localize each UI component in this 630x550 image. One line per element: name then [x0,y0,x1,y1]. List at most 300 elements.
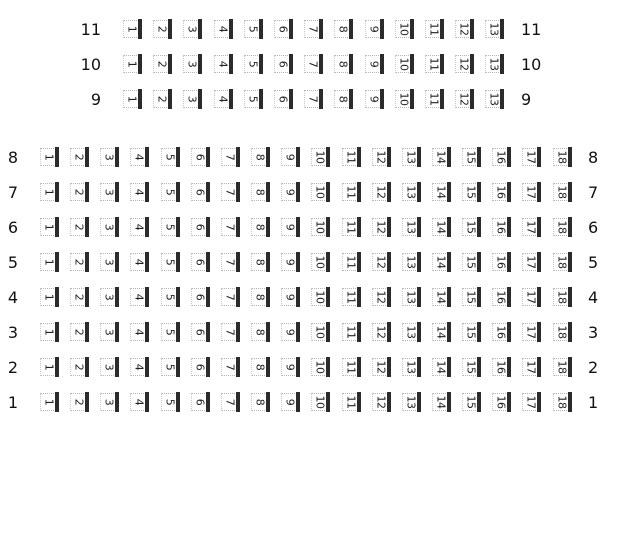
seat-1-16[interactable] [490,390,512,414]
seat-1-13[interactable] [400,390,422,414]
seat-number: 17 [524,220,538,234]
seat-number: 3 [102,223,116,231]
seat-5-4[interactable] [128,250,150,274]
seat-2-15[interactable] [460,355,482,379]
seat-number: 12 [374,325,388,339]
seat-7-15[interactable] [460,180,482,204]
seat-6-17[interactable] [520,215,542,239]
seat-11-7[interactable] [302,17,324,41]
seat-row-4 [0,285,630,311]
seat-3-3[interactable] [98,320,120,344]
seat-number: 18 [555,220,569,234]
seat-11-3[interactable] [181,17,203,41]
seat-number: 7 [306,60,320,68]
seat-number: 7 [223,223,237,231]
seat-number: 9 [283,258,297,266]
seat-4-3[interactable] [98,285,120,309]
seat-1-3[interactable] [98,390,120,414]
seat-10-13[interactable] [483,52,505,76]
seat-row-5 [0,250,630,276]
seat-1-14[interactable] [430,390,452,414]
seat-number: 9 [283,328,297,336]
seat-number: 4 [132,153,146,161]
seat-7-7[interactable] [219,180,241,204]
seat-1-15[interactable] [460,390,482,414]
seat-number: 5 [163,398,177,406]
seat-10-10[interactable] [393,52,415,76]
seat-number: 5 [163,223,177,231]
seat-6-3[interactable] [98,215,120,239]
seat-1-4[interactable] [128,390,150,414]
seat-1-11[interactable] [340,390,362,414]
seat-number: 7 [223,328,237,336]
seat-2-8[interactable] [249,355,271,379]
seat-number: 2 [72,153,86,161]
seat-number: 16 [494,360,508,374]
seat-9-5[interactable] [242,87,264,111]
seat-number: 4 [132,293,146,301]
seat-3-10[interactable] [309,320,331,344]
seat-row-1 [0,390,630,416]
seat-9-8[interactable] [332,87,354,111]
seat-8-10[interactable] [309,145,331,169]
seat-4-2[interactable] [68,285,90,309]
seat-4-15[interactable] [460,285,482,309]
seat-3-9[interactable] [279,320,301,344]
seat-4-6[interactable] [189,285,211,309]
seat-number: 9 [283,188,297,196]
seat-5-12[interactable] [370,250,392,274]
seat-number: 1 [125,25,139,33]
seat-number: 1 [42,293,56,301]
seat-7-13[interactable] [400,180,422,204]
seat-6-18[interactable] [551,215,573,239]
seat-6-14[interactable] [430,215,452,239]
seat-7-1[interactable] [38,180,60,204]
seat-9-4[interactable] [212,87,234,111]
seat-5-1[interactable] [38,250,60,274]
seat-8-3[interactable] [98,145,120,169]
seat-7-4[interactable] [128,180,150,204]
seat-2-16[interactable] [490,355,512,379]
seat-2-12[interactable] [370,355,392,379]
seat-1-17[interactable] [520,390,542,414]
seat-4-8[interactable] [249,285,271,309]
seat-9-6[interactable] [272,87,294,111]
seat-number: 8 [253,328,267,336]
seat-2-4[interactable] [128,355,150,379]
seat-2-6[interactable] [189,355,211,379]
seat-3-2[interactable] [68,320,90,344]
seat-number: 5 [246,25,260,33]
seat-number: 5 [246,60,260,68]
seat-number: 5 [246,95,260,103]
seat-5-9[interactable] [279,250,301,274]
seat-3-1[interactable] [38,320,60,344]
seat-10-5[interactable] [242,52,264,76]
seat-1-2[interactable] [68,390,90,414]
seat-3-17[interactable] [520,320,542,344]
seat-number: 10 [313,325,327,339]
seat-8-16[interactable] [490,145,512,169]
seat-number: 3 [102,293,116,301]
seat-4-1[interactable] [38,285,60,309]
seat-number: 8 [253,363,267,371]
seat-number: 13 [404,150,418,164]
seat-number: 13 [404,185,418,199]
seat-number: 16 [494,290,508,304]
seat-11-6[interactable] [272,17,294,41]
seat-number: 7 [306,95,320,103]
row-label-right: 4 [588,288,599,307]
seat-number: 4 [216,95,230,103]
seat-9-12[interactable] [453,87,475,111]
seat-8-15[interactable] [460,145,482,169]
seat-7-6[interactable] [189,180,211,204]
seat-11-5[interactable] [242,17,264,41]
seat-4-16[interactable] [490,285,512,309]
seat-5-7[interactable] [219,250,241,274]
seat-1-9[interactable] [279,390,301,414]
seat-5-16[interactable] [490,250,512,274]
seat-2-9[interactable] [279,355,301,379]
seat-6-7[interactable] [219,215,241,239]
seat-number: 16 [494,220,508,234]
seat-number: 14 [434,185,448,199]
seat-10-12[interactable] [453,52,475,76]
seat-7-17[interactable] [520,180,542,204]
seat-number: 8 [253,188,267,196]
seat-7-12[interactable] [370,180,392,204]
seat-6-5[interactable] [159,215,181,239]
seat-number: 15 [464,150,478,164]
seat-6-11[interactable] [340,215,362,239]
seat-1-8[interactable] [249,390,271,414]
seat-number: 6 [193,258,207,266]
seat-9-9[interactable] [363,87,385,111]
seat-3-14[interactable] [430,320,452,344]
seat-10-11[interactable] [423,52,445,76]
seat-number: 2 [155,95,169,103]
seat-number: 10 [313,220,327,234]
seat-number: 11 [427,57,441,71]
seat-1-5[interactable] [159,390,181,414]
row-label-left: 8 [7,148,18,167]
row-label-left: 2 [7,358,18,377]
seat-number: 5 [163,363,177,371]
seat-4-5[interactable] [159,285,181,309]
seat-11-11[interactable] [423,17,445,41]
seat-3-12[interactable] [370,320,392,344]
seat-8-4[interactable] [128,145,150,169]
seat-10-9[interactable] [363,52,385,76]
seat-number: 11 [344,150,358,164]
seat-number: 4 [216,60,230,68]
seat-number: 8 [253,293,267,301]
seat-number: 17 [524,325,538,339]
seat-4-18[interactable] [551,285,573,309]
seat-number: 10 [313,395,327,409]
seat-9-7[interactable] [302,87,324,111]
seat-8-9[interactable] [279,145,301,169]
seat-5-13[interactable] [400,250,422,274]
seat-5-17[interactable] [520,250,542,274]
seat-7-9[interactable] [279,180,301,204]
seat-4-7[interactable] [219,285,241,309]
seat-number: 11 [344,395,358,409]
seat-number: 18 [555,325,569,339]
seat-row-11 [0,17,630,43]
seat-number: 16 [494,185,508,199]
seat-5-11[interactable] [340,250,362,274]
seat-7-2[interactable] [68,180,90,204]
seat-6-12[interactable] [370,215,392,239]
seat-4-9[interactable] [279,285,301,309]
seat-2-3[interactable] [98,355,120,379]
seat-number: 3 [102,363,116,371]
seat-number: 6 [193,398,207,406]
seat-number: 13 [487,22,501,36]
seat-10-1[interactable] [121,52,143,76]
seat-number: 3 [102,188,116,196]
seat-number: 4 [132,363,146,371]
seat-7-5[interactable] [159,180,181,204]
seat-number: 1 [125,95,139,103]
seat-8-13[interactable] [400,145,422,169]
seat-3-13[interactable] [400,320,422,344]
seat-6-6[interactable] [189,215,211,239]
seat-2-17[interactable] [520,355,542,379]
seat-8-8[interactable] [249,145,271,169]
seat-2-18[interactable] [551,355,573,379]
seat-11-2[interactable] [151,17,173,41]
seat-number: 8 [253,398,267,406]
seat-10-6[interactable] [272,52,294,76]
seat-3-5[interactable] [159,320,181,344]
seat-5-10[interactable] [309,250,331,274]
seat-11-10[interactable] [393,17,415,41]
seat-3-7[interactable] [219,320,241,344]
seat-8-14[interactable] [430,145,452,169]
seat-number: 2 [72,293,86,301]
seat-9-13[interactable] [483,87,505,111]
seat-number: 9 [283,153,297,161]
seat-9-2[interactable] [151,87,173,111]
seat-8-11[interactable] [340,145,362,169]
seat-11-9[interactable] [363,17,385,41]
seat-3-11[interactable] [340,320,362,344]
seat-number: 4 [216,25,230,33]
seat-number: 18 [555,360,569,374]
seat-10-8[interactable] [332,52,354,76]
seat-number: 12 [457,92,471,106]
seat-number: 13 [404,325,418,339]
seat-1-12[interactable] [370,390,392,414]
seat-number: 9 [367,25,381,33]
seat-number: 2 [72,398,86,406]
seat-10-2[interactable] [151,52,173,76]
seat-8-6[interactable] [189,145,211,169]
seat-11-13[interactable] [483,17,505,41]
seat-number: 18 [555,290,569,304]
seat-10-3[interactable] [181,52,203,76]
seat-number: 3 [102,258,116,266]
seat-8-17[interactable] [520,145,542,169]
seat-7-10[interactable] [309,180,331,204]
seat-11-8[interactable] [332,17,354,41]
seat-7-18[interactable] [551,180,573,204]
seat-number: 4 [132,223,146,231]
seat-5-15[interactable] [460,250,482,274]
seat-3-15[interactable] [460,320,482,344]
seat-number: 11 [344,220,358,234]
seat-9-11[interactable] [423,87,445,111]
seat-number: 13 [487,92,501,106]
seat-number: 18 [555,185,569,199]
seat-5-18[interactable] [551,250,573,274]
seat-7-8[interactable] [249,180,271,204]
seat-number: 13 [404,290,418,304]
seat-6-9[interactable] [279,215,301,239]
seat-6-15[interactable] [460,215,482,239]
seat-number: 7 [223,258,237,266]
seat-2-11[interactable] [340,355,362,379]
seat-number: 14 [434,255,448,269]
seat-number: 2 [155,25,169,33]
seat-row-8 [0,145,630,171]
seat-1-1[interactable] [38,390,60,414]
seat-2-7[interactable] [219,355,241,379]
seat-4-13[interactable] [400,285,422,309]
seat-number: 8 [336,60,350,68]
seat-7-11[interactable] [340,180,362,204]
row-label-left: 7 [7,183,18,202]
seat-6-16[interactable] [490,215,512,239]
seat-number: 11 [344,255,358,269]
seat-8-12[interactable] [370,145,392,169]
seat-number: 2 [72,188,86,196]
seat-4-17[interactable] [520,285,542,309]
seat-11-12[interactable] [453,17,475,41]
seat-8-5[interactable] [159,145,181,169]
seat-number: 1 [42,363,56,371]
seat-7-3[interactable] [98,180,120,204]
seat-11-1[interactable] [121,17,143,41]
seat-number: 1 [42,258,56,266]
seat-8-7[interactable] [219,145,241,169]
seat-number: 1 [42,398,56,406]
seat-5-8[interactable] [249,250,271,274]
seat-5-14[interactable] [430,250,452,274]
seat-row-7 [0,180,630,206]
seat-6-8[interactable] [249,215,271,239]
seat-4-4[interactable] [128,285,150,309]
seat-number: 11 [344,325,358,339]
seat-10-4[interactable] [212,52,234,76]
seat-6-2[interactable] [68,215,90,239]
seat-1-6[interactable] [189,390,211,414]
seat-5-3[interactable] [98,250,120,274]
seat-number: 17 [524,290,538,304]
seat-9-10[interactable] [393,87,415,111]
seat-number: 11 [427,22,441,36]
seat-6-4[interactable] [128,215,150,239]
seat-3-6[interactable] [189,320,211,344]
seat-2-14[interactable] [430,355,452,379]
seat-2-13[interactable] [400,355,422,379]
seat-5-5[interactable] [159,250,181,274]
seat-3-16[interactable] [490,320,512,344]
seat-8-2[interactable] [68,145,90,169]
row-label-left: 4 [7,288,18,307]
seat-5-2[interactable] [68,250,90,274]
seat-number: 7 [306,25,320,33]
seat-number: 6 [276,25,290,33]
seat-9-3[interactable] [181,87,203,111]
seat-8-18[interactable] [551,145,573,169]
seat-number: 11 [344,185,358,199]
seat-number: 15 [464,255,478,269]
seat-number: 2 [72,363,86,371]
seat-4-11[interactable] [340,285,362,309]
seat-7-16[interactable] [490,180,512,204]
seat-1-10[interactable] [309,390,331,414]
seat-4-14[interactable] [430,285,452,309]
seat-number: 10 [313,360,327,374]
seat-2-1[interactable] [38,355,60,379]
seat-7-14[interactable] [430,180,452,204]
seat-number: 9 [283,293,297,301]
seat-number: 15 [464,325,478,339]
seat-number: 14 [434,395,448,409]
seat-1-7[interactable] [219,390,241,414]
seat-1-18[interactable] [551,390,573,414]
seat-number: 12 [374,360,388,374]
seat-10-7[interactable] [302,52,324,76]
seat-number: 11 [344,290,358,304]
seat-2-10[interactable] [309,355,331,379]
seat-6-10[interactable] [309,215,331,239]
seat-11-4[interactable] [212,17,234,41]
seat-9-1[interactable] [121,87,143,111]
row-label-right: 9 [521,90,532,109]
seat-2-5[interactable] [159,355,181,379]
seat-number: 16 [494,255,508,269]
seat-number: 3 [185,60,199,68]
row-label-right: 10 [521,55,542,74]
seat-3-8[interactable] [249,320,271,344]
seat-number: 14 [434,290,448,304]
seat-5-6[interactable] [189,250,211,274]
seat-number: 4 [132,188,146,196]
seat-8-1[interactable] [38,145,60,169]
seat-number: 15 [464,220,478,234]
row-label-right: 8 [588,148,599,167]
seat-6-13[interactable] [400,215,422,239]
seat-2-2[interactable] [68,355,90,379]
seat-number: 1 [42,223,56,231]
seat-number: 8 [336,95,350,103]
seat-4-10[interactable] [309,285,331,309]
seat-number: 15 [464,395,478,409]
seat-3-18[interactable] [551,320,573,344]
seat-4-12[interactable] [370,285,392,309]
seat-6-1[interactable] [38,215,60,239]
row-label-left: 5 [7,253,18,272]
seat-number: 12 [374,255,388,269]
seat-3-4[interactable] [128,320,150,344]
seat-number: 6 [193,188,207,196]
